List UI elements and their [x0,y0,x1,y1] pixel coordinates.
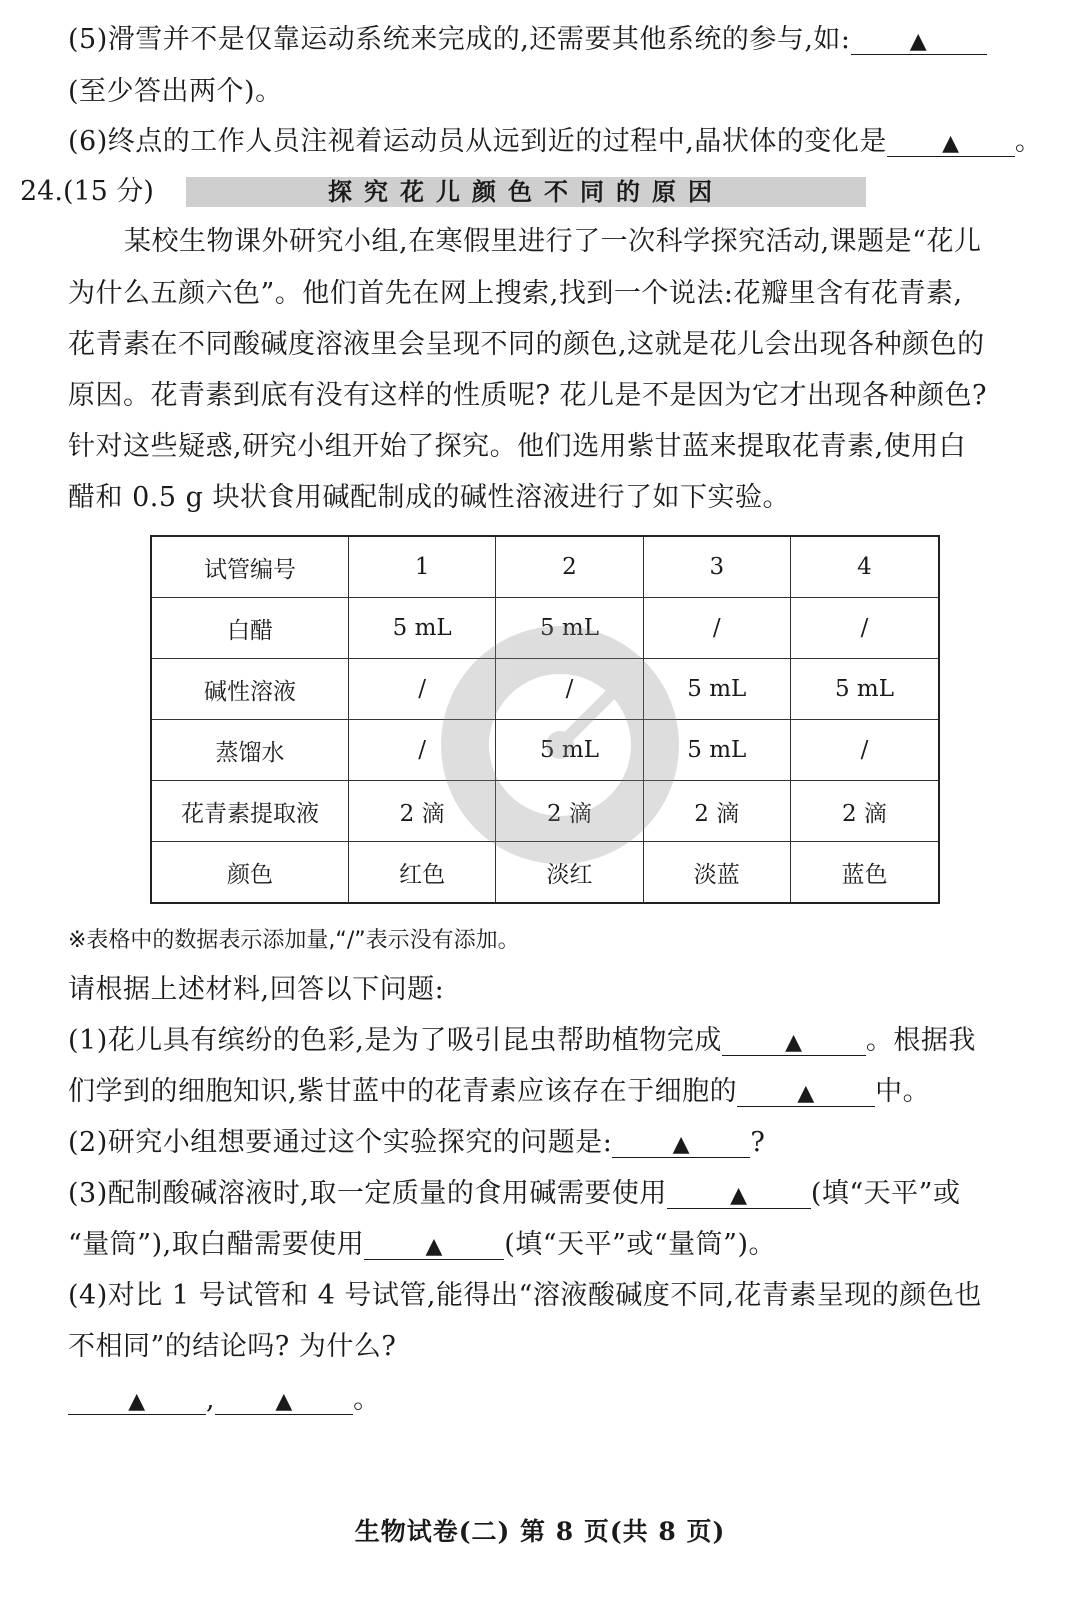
table-cell: 蒸馏水 [151,720,349,781]
table-cell: / [349,659,496,720]
q1-text2-end: 中。 [875,1076,931,1107]
answer-blank[interactable] [722,1023,866,1056]
q1-text: (1)花儿具有缤纷的色彩,是为了吸引昆虫帮助植物完成 [68,1025,722,1056]
table-cell: / [790,720,939,781]
experiment-table [150,535,940,904]
para-text: 原因。花青素到底有没有这样的性质呢? 花儿是不是因为它才出现各种颜色? [68,380,988,411]
para-text: 醋和 0.5 g 块状食用碱配制成的碱性溶液进行了如下实验。 [68,482,790,513]
para-line-3 [68,325,985,365]
table-cell: 2 [496,536,643,598]
table-row [151,536,939,598]
table-cell: 2 滴 [496,781,643,842]
q4-text: (4)对比 1 号试管和 4 号试管,能得出“溶液酸碱度不同,花青素呈现的颜色也 [68,1280,982,1311]
q3-text-end: (填“天平”或 [810,1178,961,1209]
table-row [151,720,939,781]
table-cell: 淡蓝 [643,842,790,904]
triangle-mark-icon: ▲ [275,1389,293,1414]
table-cell: 2 滴 [349,781,496,842]
table-cell: 1 [349,536,496,598]
q4-line-1 [68,1276,982,1316]
instruction-line [68,970,444,1010]
q23-6-text: (6)终点的工作人员注视着运动员从远到近的过程中,晶状体的变化是 [68,126,887,157]
table-cell: / [790,598,939,659]
q4-line-3 [68,1380,381,1420]
q4-line-2 [68,1327,396,1367]
para-line-4 [68,376,987,416]
q2-line [68,1123,765,1163]
q4-end: 。 [353,1384,381,1415]
table-cell: 4 [790,536,939,598]
answer-blank[interactable] [737,1074,875,1107]
table-cell: 5 mL [496,598,643,659]
table-cell: 5 mL [643,720,790,781]
answer-blank[interactable] [667,1176,811,1209]
table-cell: / [349,720,496,781]
q3-line-2 [68,1225,776,1265]
table-cell: 3 [643,536,790,598]
page-footer: 生物试卷(二) 第 8 页(共 8 页) [354,1517,726,1546]
table-cell: 5 mL [349,598,496,659]
para-line-1 [124,222,981,262]
table-cell: / [643,598,790,659]
q3-text2-end: (填“天平”或“量筒”)。 [504,1229,777,1260]
triangle-mark-icon: ▲ [942,131,960,156]
table-cell: 白醋 [151,598,349,659]
para-text: 针对这些疑惑,研究小组开始了探究。他们选用紫甘蓝来提取花青素,使用白 [68,431,967,462]
table-row [151,842,939,904]
table-cell: 淡红 [496,842,643,904]
answer-blank[interactable] [215,1382,353,1415]
table-cell: 5 mL [643,659,790,720]
table-row [151,598,939,659]
table-cell: 碱性溶液 [151,659,349,720]
q1-text2: 们学到的细胞知识,紫甘蓝中的花青素应该存在于细胞的 [68,1076,738,1107]
q1-line-1 [68,1021,976,1061]
triangle-mark-icon: ▲ [797,1081,815,1106]
triangle-mark-icon: ▲ [672,1132,691,1157]
q2-text-end: ? [750,1127,766,1158]
q1-line-2 [68,1072,930,1112]
q3-line-1 [68,1174,960,1214]
q3-text: (3)配制酸碱溶液时,取一定质量的食用碱需要使用 [68,1178,667,1209]
instruction-text: 请根据上述材料,回答以下问题: [68,974,445,1005]
q23-5-line2 [68,72,283,112]
para-text: 花青素在不同酸碱度溶液里会呈现不同的颜色,这就是花儿会出现各种颜色的 [68,329,985,360]
answer-blank[interactable] [68,1382,206,1415]
q23-5-text2: (至少答出两个)。 [68,76,283,107]
table-cell: 花青素提取液 [151,781,349,842]
para-line-2 [68,274,963,314]
para-text: 为什么五颜六色”。他们首先在网上搜索,找到一个说法:花瓣里含有花青素, [68,278,963,309]
para-line-6 [68,478,790,518]
question-title-banner: 探究花儿颜色不同的原因 [186,177,866,207]
answer-blank[interactable] [851,22,987,55]
q4-text2: 不相同”的结论吗? 为什么? [68,1331,397,1362]
q3-text2: “量筒”),取白醋需要使用 [68,1229,365,1260]
triangle-mark-icon: ▲ [128,1389,146,1414]
q23-5-line [68,20,987,60]
table-cell: 2 滴 [790,781,939,842]
q1-text-end: 。根据我 [865,1025,976,1056]
q4-separator: , [206,1384,216,1415]
answer-blank[interactable] [612,1125,750,1158]
answer-blank[interactable] [364,1227,504,1260]
table-cell: 5 mL [496,720,643,781]
table-note: ※表格中的数据表示添加量,“/”表示没有添加。 [68,928,520,953]
table-cell: 试管编号 [151,536,349,598]
triangle-mark-icon: ▲ [730,1183,748,1208]
table-cell: 颜色 [151,842,349,904]
table-cell: 5 mL [790,659,939,720]
table-cell: 2 滴 [643,781,790,842]
para-line-5 [68,427,966,467]
answer-blank[interactable] [887,124,1015,157]
q23-6-end: 。 [1014,126,1043,157]
table-cell: / [496,659,643,720]
triangle-mark-icon: ▲ [785,1030,803,1055]
question-number: 24.(15 分) [20,176,154,207]
table-cell: 红色 [349,842,496,904]
triangle-mark-icon: ▲ [425,1234,443,1259]
q23-6-line [68,122,1042,162]
table-row [151,781,939,842]
q2-text: (2)研究小组想要通过这个实验探究的问题是: [68,1127,613,1158]
para-text: 某校生物课外研究小组,在寒假里进行了一次科学探究活动,课题是“花儿 [124,226,982,257]
table-row [151,659,939,720]
q23-5-text: (5)滑雪并不是仅靠运动系统来完成的,还需要其他系统的参与,如: [68,24,851,55]
triangle-mark-icon: ▲ [909,29,928,54]
table-cell: 蓝色 [790,842,939,904]
